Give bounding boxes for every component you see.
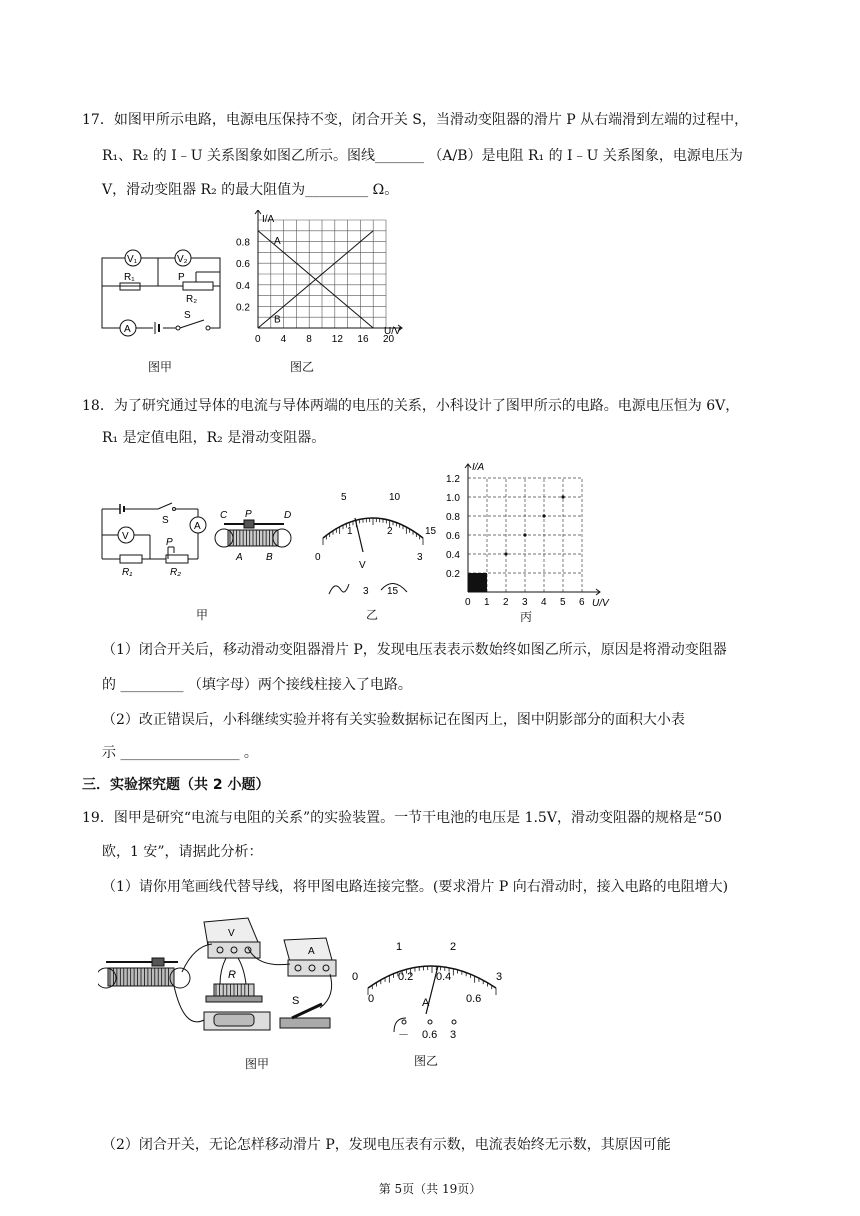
q19-fig-jia-caption: 图甲	[245, 1057, 270, 1071]
q17-series-label-B: B	[274, 314, 281, 326]
q18-ytick: 1.2	[446, 474, 460, 485]
q18-xtick: 1	[484, 597, 490, 608]
q17-xtick: 0	[255, 334, 261, 345]
q18-xtick: 3	[522, 597, 528, 608]
q18-fig-yi-caption: 乙	[366, 608, 379, 622]
section-3-heading: 三．实验探究题（共 2 小题）	[82, 777, 270, 793]
q18-aa-label: A	[236, 552, 243, 563]
q18-meter-top-10: 10	[389, 492, 401, 503]
q17-fig-jia-caption: 图甲	[148, 360, 173, 374]
q18-rheostat-picture	[214, 508, 296, 570]
q18-r2-label: R₂	[170, 567, 182, 578]
q18-meter-top-5: 5	[341, 492, 347, 503]
q18-xtick: 5	[560, 597, 566, 608]
q18-line-2: R₁ 是定值电阻，R₂ 是滑动变阻器。	[102, 430, 326, 446]
q19-meter-bottom-02: 0.2	[398, 971, 414, 983]
q19-a-label: A	[308, 946, 315, 957]
q17-xtick: 4	[280, 334, 287, 345]
q19-terminal-minus: －	[398, 1029, 409, 1041]
q19-terminal-06: 0.6	[422, 1029, 438, 1041]
q19-meter-top-0: 0	[352, 971, 359, 983]
q17-chart-xlabel: U/V	[384, 326, 401, 337]
q18-p2-label: P	[245, 509, 252, 520]
q17-xtick: 16	[357, 334, 369, 345]
q18-meter-unit: V	[359, 560, 366, 571]
q18-meter-bottom-1: 1	[347, 526, 353, 537]
q17-line-2: R₁、R₂ 的 I﹣U 关系图象如图乙所示。图线_______ （A/B）是电阻 R₁ 的 I﹣U 关系图象，电源电压为	[102, 148, 743, 164]
q18-p1: （1）闭合开关后，移动滑动变阻器滑片 P，发现电压表表示数始终如图乙所示，原因是将滑动变阻器	[102, 642, 727, 658]
q17-ytick: 0.6	[236, 259, 250, 271]
q19-meter-unit: A	[422, 997, 430, 1009]
q19-line-2: 欧，1 安”，请据此分析：	[102, 844, 263, 860]
q18-circuit-diagram	[98, 495, 213, 585]
q18-xtick: 6	[579, 597, 585, 608]
q17-line-1: 17．如图甲所示电路，电源电压保持不变，闭合开关 S，当滑动变阻器的滑片 P 从右端滑到左端的过程中，	[82, 112, 749, 128]
q17-r2-label: R₂	[186, 294, 198, 305]
q19-apparatus-picture	[98, 912, 338, 1047]
q17-series-label-A: A	[274, 235, 281, 247]
q18-p2-blank: 示 _________________ 。	[102, 745, 258, 761]
q17-xtick: 8	[306, 334, 312, 345]
q19-v-label: V	[228, 928, 235, 939]
q19-meter-top-2: 2	[450, 941, 457, 953]
q18-c-label: C	[220, 510, 228, 521]
q18-ytick: 0.4	[446, 550, 460, 561]
q17-r1-label: R₁	[124, 272, 135, 283]
q18-iu-scatter-chart	[440, 460, 620, 610]
q19-fig-yi-caption: 图乙	[414, 1054, 439, 1068]
q18-terminal-3: 3	[363, 586, 369, 597]
q18-p-label: P	[166, 537, 173, 548]
q19-p1: （1）请你用笔画线代替导线，将甲图电路连接完整。(要求滑片 P 向右滑动时，接入电路的电阻增大)	[102, 879, 729, 895]
q19-meter-top-3: 3	[496, 971, 503, 983]
q18-b-label: B	[266, 552, 273, 563]
q18-v-label: V	[122, 531, 129, 542]
q18-meter-bottom-0: 0	[315, 552, 321, 563]
q18-xtick: 2	[503, 597, 509, 608]
q18-r1-label: R₁	[122, 567, 133, 578]
q18-xtick: 0	[465, 597, 471, 608]
page-footer: 第 5页（共 19页）	[378, 1182, 482, 1196]
q18-voltmeter-dial	[305, 490, 440, 605]
q18-xtick: 4	[541, 597, 547, 608]
q19-s-label: S	[292, 995, 300, 1007]
q18-p1-blank: 的 _________ （填字母）两个接线柱接入了电路。	[102, 677, 412, 693]
q17-fig-yi-caption: 图乙	[290, 360, 315, 374]
q19-terminal-3: 3	[450, 1029, 457, 1041]
q17-ytick: 0.8	[236, 237, 250, 249]
q18-meter-bottom-2: 2	[387, 526, 393, 537]
q18-meter-top-15: 15	[425, 526, 437, 537]
q18-ytick: 1.0	[446, 493, 460, 504]
q19-p2: （2）闭合开关，无论怎样移动滑片 P，发现电压表有示数，电流表始终无示数，其原因可能	[102, 1137, 671, 1153]
q19-ammeter-dial	[346, 936, 516, 1046]
q19-line-1: 19．图甲是研究“电流与电阻的关系”的实验装置。一节干电池的电压是 1.5V，滑动变阻器的规格是“50	[82, 810, 722, 826]
q17-chart-ylabel: I/A	[262, 214, 275, 225]
q17-s-label: S	[184, 310, 191, 321]
q18-fig-jia-caption: 甲	[196, 608, 209, 622]
q17-v2-label: V₂	[177, 254, 188, 265]
q17-iu-chart	[228, 210, 418, 360]
q18-chart-xlabel: U/V	[592, 598, 609, 609]
q17-circuit-diagram	[98, 240, 228, 355]
q17-p-label: P	[178, 272, 185, 283]
q18-ytick: 0.6	[446, 531, 460, 542]
q19-meter-top-1: 1	[396, 941, 403, 953]
q18-line-1: 18．为了研究通过导体的电流与导体两端的电压的关系，小科设计了图甲所示的电路。电源电压恒为 6V，	[82, 398, 740, 414]
q17-ytick: 0.2	[236, 302, 250, 314]
q18-a-label: A	[194, 521, 201, 532]
q19-meter-bottom-04: 0.4	[436, 971, 452, 983]
q18-data-point	[561, 495, 564, 498]
q19-r-label: R	[228, 969, 236, 981]
q18-ytick: 0.8	[446, 512, 460, 523]
q17-ytick: 0.4	[236, 280, 250, 292]
q18-p2: （2）改正错误后，小科继续实验并将有关实验数据标记在图丙上，图中阴影部分的面积大小表	[102, 712, 685, 728]
q19-meter-bottom-06: 0.6	[466, 993, 482, 1005]
q17-line-3: V，滑动变阻器 R₂ 的最大阻值为_________ Ω。	[102, 182, 399, 198]
q18-chart-ylabel: I/A	[472, 462, 485, 473]
q18-meter-bottom-3: 3	[417, 552, 423, 563]
q18-terminal-15: 15	[387, 586, 399, 597]
q18-data-point	[542, 514, 545, 517]
q17-xtick: 12	[331, 334, 343, 345]
q18-ytick: 0.2	[446, 569, 460, 580]
q18-shaded-area	[468, 573, 487, 592]
q17-a-label: A	[124, 324, 131, 335]
q18-s-label: S	[162, 515, 169, 526]
q18-d-label: D	[284, 510, 292, 521]
q18-data-point	[523, 533, 526, 536]
q17-xtick: 20	[383, 334, 395, 345]
q19-meter-bottom-0: 0	[368, 993, 375, 1005]
q17-v1-label: V₁	[127, 254, 138, 265]
q18-data-point	[504, 552, 507, 555]
q18-fig-bing-caption: 丙	[520, 610, 533, 624]
